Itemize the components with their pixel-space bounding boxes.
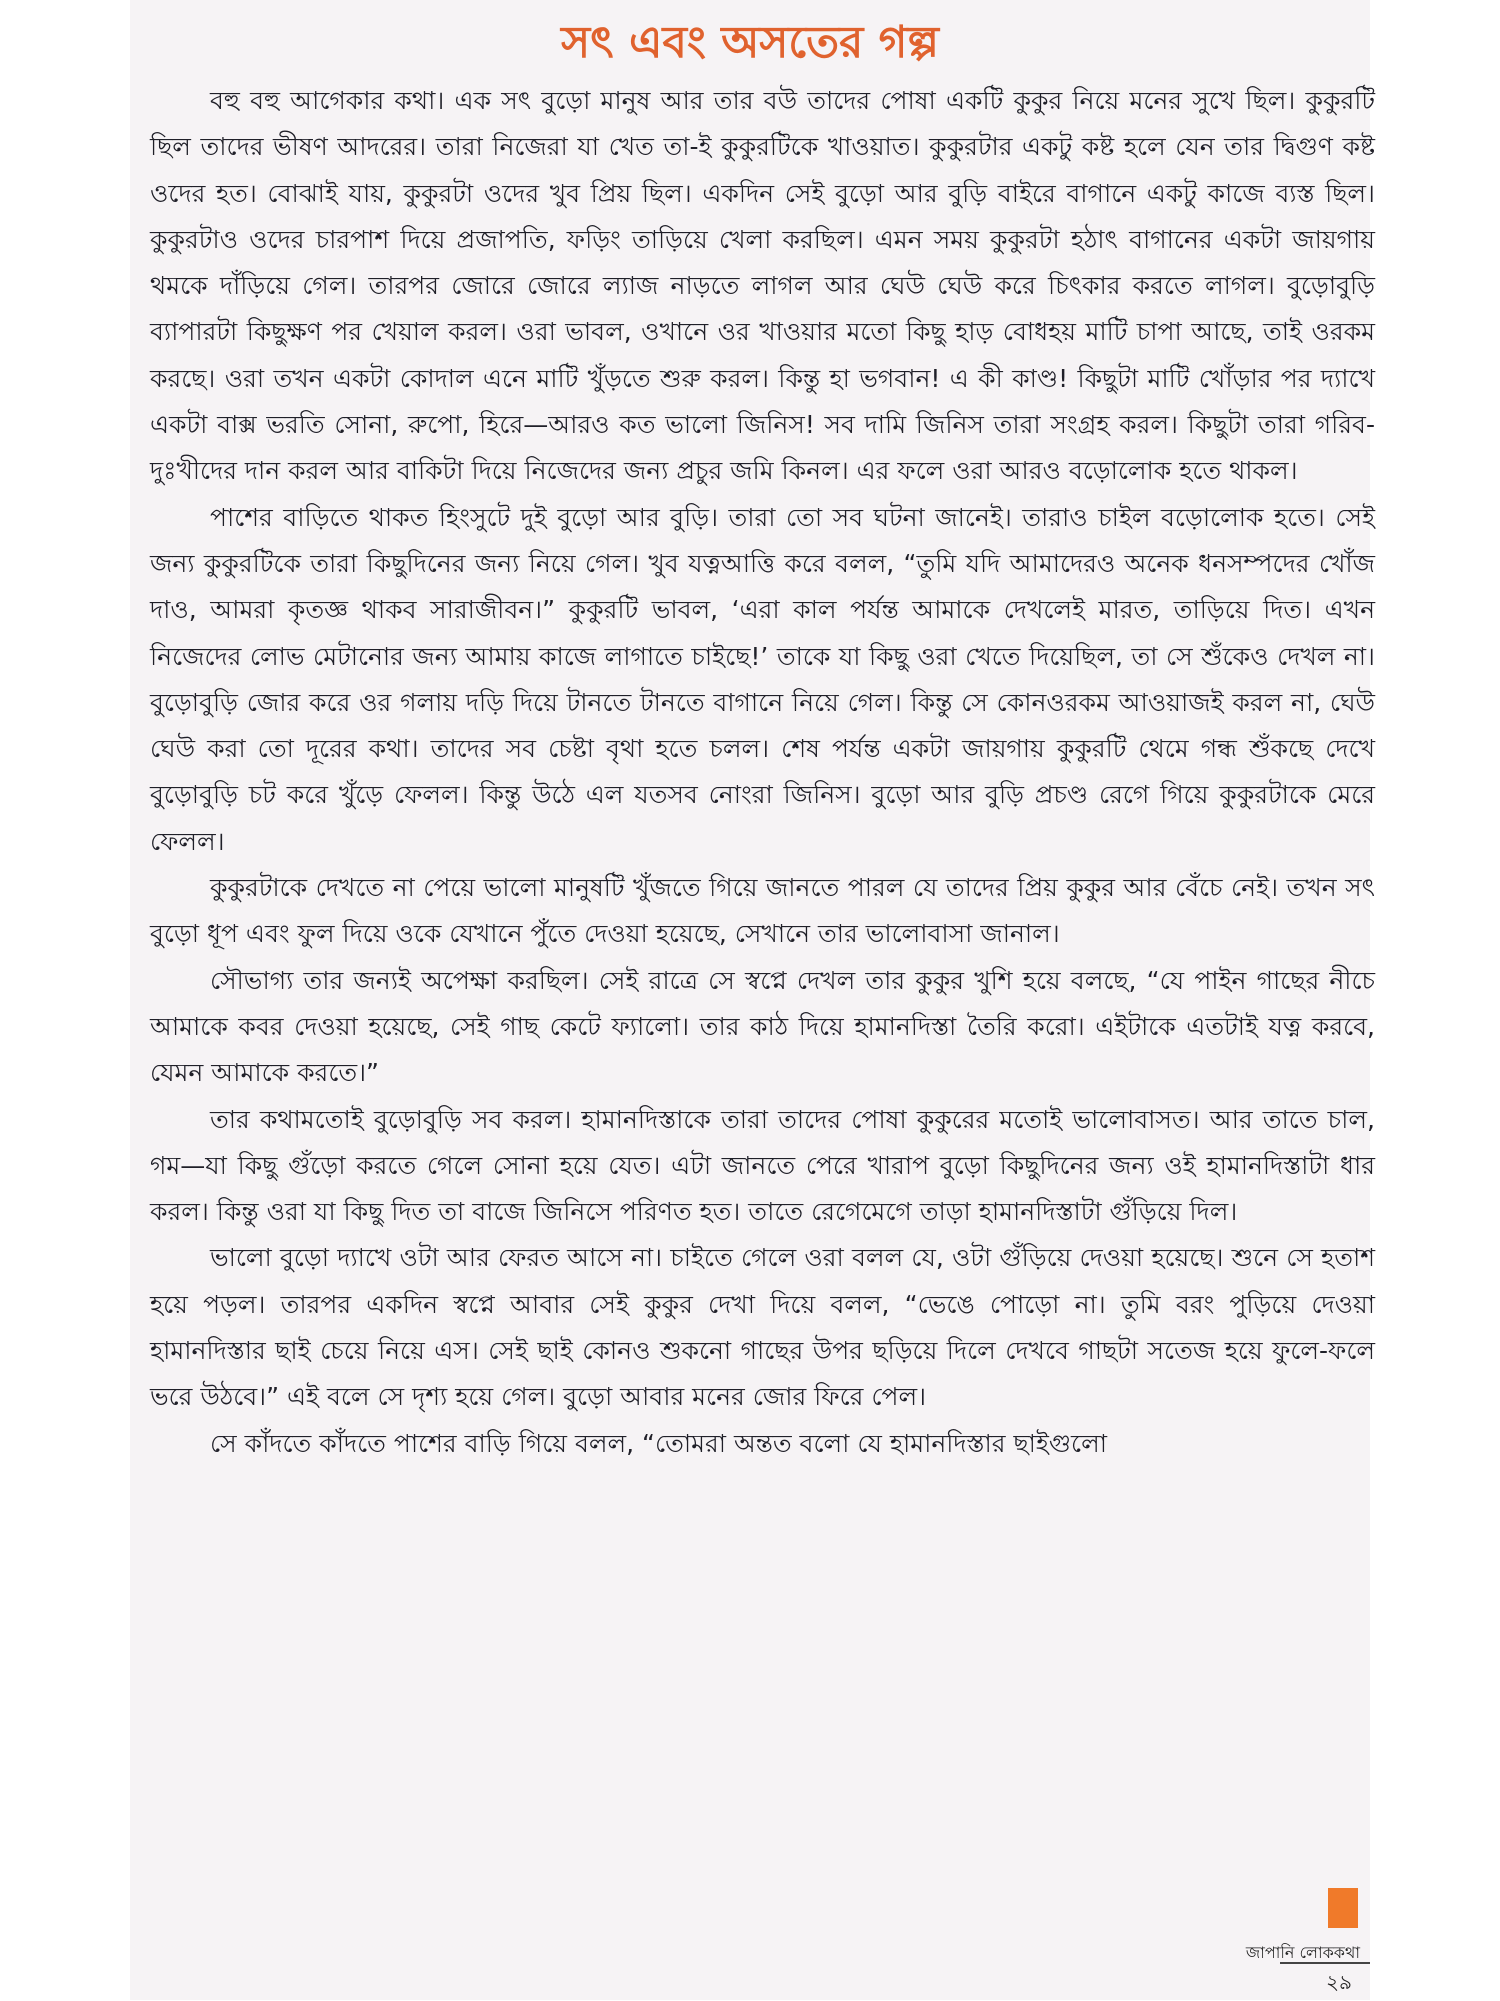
paragraph: বহু বহু আগেকার কথা। এক সৎ বুড়ো মানুষ আর তার বউ তাদের পোষা একটি কুকুর নিয়ে মনের সুখে ছিল। কুকুরটি ছিল তাদের ভীষণ আদরের। তারা নিজেরা যা খেত তা-ই কুকুরটিকে খাওয়াত। কুকুরটার একটু কষ্ট হলে যেন তার দ্বিগুণ কষ্ট ওদের হত। বোঝাই যায়, কুকুরটা ওদের খুব প্রিয় ছিল। একদিন সেই বুড়ো আর বুড়ি বাইরে বাগানে একটু কাজে ব্যস্ত ছিল। কুকুরটাও ওদের চারপাশ দিয়ে প্রজাপতি, ফড়িং তাড়িয়ে খেলা করছিল। এমন সময় কুকুরটা হঠাৎ বাগানের একটা জায়গায় থমকে দাঁড়িয়ে গেল। তারপর জোরে জোরে ল্যাজ নাড়তে লাগল আর ঘেউ ঘেউ করে চিৎকার করতে লাগল। বুড়োবুড়ি ব্যাপারটা কিছুক্ষণ পর খেয়াল করল। ওরা ভাবল, ওখানে ওর খাওয়ার মতো কিছু হাড় বোধহয় মাটি চাপা আছে, তাই ওরকম করছে। ওরা তখন একটা কোদাল এনে মাটি খুঁড়তে শুরু করল। কিন্তু হা ভগবান! এ কী কাণ্ড! কিছুটা মাটি খোঁড়ার পর দ্যাখে একটা বাক্স ভরতি সোনা, রুপো, হিরে—আরও কত ভালো জিনিস! সব দামি জিনিস তারা সংগ্রহ করল। কিছুটা তারা গরিব-দুঃখীদের দান করল আর বাকিটা দিয়ে নিজেদের জন্য প্রচুর জমি কিনল। এর ফলে ওরা আরও বড়োলোক হতে থাকল। <box>150 86 1375 486</box>
paragraph: ভালো বুড়ো দ্যাখে ওটা আর ফেরত আসে না। চাইতে গেলে ওরা বলল যে, ওটা গুঁড়িয়ে দেওয়া হয়েছে। শুনে সে হতাশ হয়ে পড়ল। তারপর একদিন স্বপ্নে আবার সেই কুকুর দেখা দিয়ে বলল, “ভেঙে পোড়ো না। তুমি বরং পুড়িয়ে দেওয়া হামানদিস্তার ছাই চেয়ে নিয়ে এস। সেই ছাই কোনও শুকনো গাছের উপর ছড়িয়ে দিলে দেখবে গাছটা সতেজ হয়ে ফুলে-ফলে ভরে উঠবে।” এই বলে সে দৃশ্য হয়ে গেল। বুড়ো আবার মনের জোর ফিরে পেল। <box>150 1243 1375 1412</box>
paragraph: সৌভাগ্য তার জন্যই অপেক্ষা করছিল। সেই রাত্রে সে স্বপ্নে দেখল তার কুকুর খুশি হয়ে বলছে, “যে পাইন গাছের নীচে আমাকে কবর দেওয়া হয়েছে, সেই গাছ কেটে ফ্যালো। তার কাঠ দিয়ে হামানদিস্তা তৈরি করো। এইটাকে এতটাই যত্ন করবে, যেমন আমাকে করতে।” <box>150 965 1375 1088</box>
paragraph: তার কথামতোই বুড়োবুড়ি সব করল। হামানদিস্তাকে তারা তাদের পোষা কুকুরের মতোই ভালোবাসত। আর তাতে চাল, গম—যা কিছু গুঁড়ো করতে গেলে সোনা হয়ে যেত। এটা জানতে পেরে খারাপ বুড়ো কিছুদিনের জন্য ওই হামানদিস্তাটা ধার করল। কিন্তু ওরা যা কিছু দিত তা বাজে জিনিসে পরিণত হত। তাতে রেগেমেগে তাড়া হামানদিস্তাটা গুঁড়িয়ে দিল। <box>150 1104 1375 1227</box>
footer-divider <box>1280 1962 1370 1964</box>
paragraph: কুকুরটাকে দেখতে না পেয়ে ভালো মানুষটি খুঁজতে গিয়ে জানতে পারল যে তাদের প্রিয় কুকুর আর বেঁচে নেই। তখন সৎ বুড়ো ধূপ এবং ফুল দিয়ে ওকে যেখানে পুঁতে দেওয়া হয়েছে, সেখানে তার ভালোবাসা জানাল। <box>150 873 1375 949</box>
paragraph: সে কাঁদতে কাঁদতে পাশের বাড়ি গিয়ে বলল, “তোমরা অন্তত বলো যে হামানদিস্তার ছাইগুলো <box>210 1428 1107 1458</box>
book-page <box>130 0 1375 2000</box>
orange-marker <box>1328 1888 1358 1928</box>
story-body <box>150 78 1375 1467</box>
paragraph: পাশের বাড়িতে থাকত হিংসুটে দুই বুড়ো আর বুড়ি। তারা তো সব ঘটনা জানেই। তারাও চাইল বড়োলোক হতে। সেই জন্য কুকুরটিকে তারা কিছুদিনের জন্য নিয়ে গেল। খুব যত্নআত্তি করে বলল, “তুমি যদি আমাদেরও অনেক ধনসম্পদের খোঁজ দাও, আমরা কৃতজ্ঞ থাকব সারাজীবন।” কুকুরটি ভাবল, ‘এরা কাল পর্যন্ত আমাকে দেখলেই মারত, তাড়িয়ে দিত। এখন নিজেদের লোভ মেটানোর জন্য আমায় কাজে লাগাতে চাইছে!’ তাকে যা কিছু ওরা খেতে দিয়েছিল, তা সে শুঁকেও দেখল না। বুড়োবুড়ি জোর করে ওর গলায় দড়ি দিয়ে টানতে টানতে বাগানে নিয়ে গেল। কিন্তু সে কোনওরকম আওয়াজই করল না, ঘেউ ঘেউ করা তো দূরের কথা। তাদের সব চেষ্টা বৃথা হতে চলল। শেষ পর্যন্ত একটা জায়গায় কুকুরটি থেমে গন্ধ শুঁকছে দেখে বুড়োবুড়ি চট করে খুঁড়ে ফেলল। কিন্তু উঠে এল যতসব নোংরা জিনিস। বুড়ো আর বুড়ি প্রচণ্ড রেগে গিয়ে কুকুরটাকে মেরে ফেলল। <box>150 502 1375 856</box>
story-title: সৎ এবং অসতের গল্প <box>561 17 939 68</box>
series-name: জাপানি লোককথা <box>1245 1943 1360 1962</box>
page-number: ২৯ <box>1326 1970 1352 1994</box>
